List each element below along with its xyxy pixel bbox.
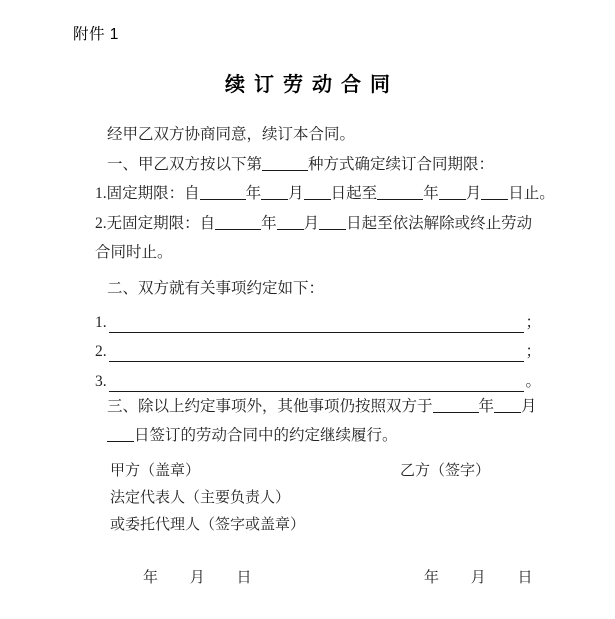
fixed-end-day-blank[interactable] bbox=[481, 185, 508, 200]
open-term-text-4: 日起至依法解除或终止劳动合同时止。 bbox=[95, 214, 533, 261]
legal-representative-label: 法定代表人（主要负责人） bbox=[110, 490, 291, 506]
open-start-year-blank[interactable] bbox=[215, 215, 261, 230]
section-three-text-1: 三、除以上约定事项外，其他事项仍按照双方于 bbox=[107, 397, 433, 415]
page-title: 续订劳动合同 bbox=[225, 74, 399, 96]
fixed-term-text-1: 固定期限：自 bbox=[106, 185, 200, 202]
fixed-start-month-blank[interactable] bbox=[261, 185, 288, 200]
section-three-text-3: 月 bbox=[521, 397, 537, 415]
agreement-item-2 bbox=[73, 333, 541, 363]
section-one-heading bbox=[73, 150, 541, 180]
fixed-end-month-blank[interactable] bbox=[439, 185, 466, 200]
original-contract-year-blank[interactable] bbox=[433, 398, 479, 413]
agreement-item-3-blank[interactable] bbox=[109, 374, 525, 392]
original-contract-month-blank[interactable] bbox=[494, 398, 521, 413]
document-body bbox=[73, 120, 555, 451]
agreement-item-2-number: 2. bbox=[95, 343, 107, 360]
fixed-end-year-blank[interactable] bbox=[377, 185, 423, 200]
original-contract-day-blank[interactable] bbox=[107, 427, 134, 442]
section-three-text-4: 日签订的劳动合同中的约定继续履行。 bbox=[134, 427, 398, 444]
section-three-text-2: 年 bbox=[478, 397, 495, 415]
signature-row-agent bbox=[110, 512, 540, 539]
date-line-party-a: 年 月 日 bbox=[143, 570, 266, 586]
agreement-item-3-number: 3. bbox=[95, 372, 107, 390]
agreement-item-3 bbox=[73, 362, 541, 392]
open-start-day-blank[interactable] bbox=[319, 215, 346, 230]
date-lines bbox=[0, 566, 615, 590]
open-start-month-blank[interactable] bbox=[277, 215, 304, 230]
authorized-agent-label: 或委托代理人（签字或盖章） bbox=[110, 517, 306, 533]
section-one-suffix: 种方式确定续订合同期限： bbox=[308, 155, 495, 173]
fixed-term-item bbox=[73, 179, 555, 209]
intro-paragraph: 经甲乙双方协商同意，续订本合同。 bbox=[107, 126, 356, 143]
section-two-heading: 二、双方就有关事项约定如下： bbox=[107, 279, 325, 297]
fixed-term-text-5: 年 bbox=[423, 185, 439, 202]
party-b-sign-label: 乙方（签字） bbox=[400, 463, 491, 479]
open-term-text-2: 年 bbox=[261, 214, 277, 232]
fixed-term-text-7: 日止。 bbox=[508, 185, 555, 202]
signature-row-legal-rep bbox=[110, 485, 540, 512]
fixed-term-text-2: 年 bbox=[245, 185, 262, 202]
open-term-number: 2. bbox=[95, 214, 107, 232]
signature-row-parties bbox=[110, 458, 540, 485]
signature-block bbox=[110, 458, 540, 539]
agreement-item-1 bbox=[73, 303, 541, 333]
agreement-item-1-blank[interactable] bbox=[109, 315, 525, 333]
fixed-term-text-3: 月 bbox=[288, 185, 304, 202]
agreement-item-2-blank[interactable] bbox=[109, 344, 525, 362]
open-term-text-3: 月 bbox=[303, 214, 320, 232]
agreement-item-1-number: 1. bbox=[95, 313, 107, 331]
section-three-paragraph bbox=[73, 392, 541, 451]
contract-type-blank[interactable] bbox=[262, 156, 308, 171]
open-term-item bbox=[73, 209, 541, 268]
section-one-prefix: 一、甲乙双方按以下第 bbox=[107, 155, 263, 173]
attachment-label: 附件 1 bbox=[73, 26, 119, 43]
party-a-seal-label: 甲方（盖章） bbox=[110, 463, 201, 479]
fixed-start-year-blank[interactable] bbox=[200, 185, 246, 200]
agreement-item-1-end: ； bbox=[525, 313, 541, 331]
open-term-text-1: 无固定期限：自 bbox=[106, 214, 216, 232]
fixed-term-text-6: 月 bbox=[465, 185, 482, 202]
fixed-term-text-4: 日起至 bbox=[330, 185, 378, 202]
agreement-item-2-end: ； bbox=[525, 343, 541, 360]
fixed-start-day-blank[interactable] bbox=[304, 185, 331, 200]
agreement-item-3-end: 。 bbox=[525, 372, 541, 390]
fixed-term-number: 1. bbox=[95, 185, 107, 202]
date-line-party-b: 年 月 日 bbox=[424, 570, 547, 586]
